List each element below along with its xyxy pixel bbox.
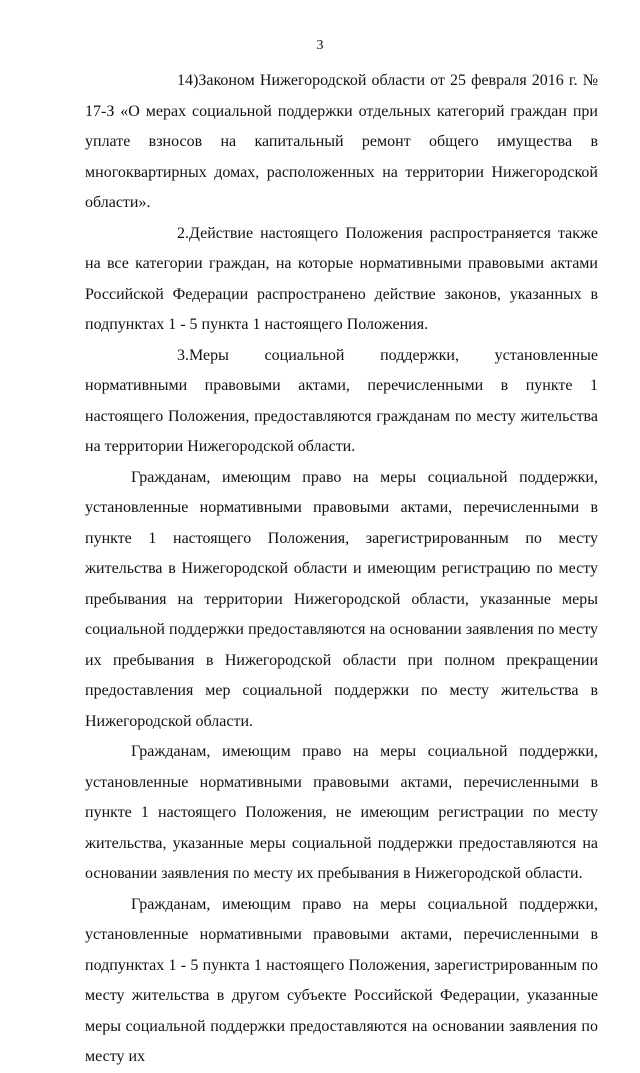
paragraph-number: 14) — [177, 72, 199, 89]
document-body — [85, 66, 598, 1073]
paragraph-text: Гражданам, имеющим право на меры социальной поддержки, установленные нормативными правовыми актами, перечисленными в пункте 1 настоящего Положения, зарегистрированным по месту жительства в Нижегородской области и имеющим регистрацию по месту пребывания на территории Нижегородской области, указанные меры социальной поддержки предоставляются на основании заявления по месту их пребывания в Нижегородской области при полном прекращении предоставления мер социальной поддержки по месту жительства в Нижегородской области. — [85, 468, 598, 730]
paragraph-text: Гражданам, имеющим право на меры социальной поддержки, установленные нормативными правовыми актами, перечисленными в подпунктах 1 - 5 пункта 1 настоящего Положения, зарегистрированным по месту жительства в другом субъекте Российской Федерации, указанные меры социальной поддержки предоставляются на основании заявления по месту их — [85, 895, 598, 1065]
paragraph-residents-with-stay-registration — [85, 463, 598, 738]
paragraph-clause-2 — [85, 219, 598, 341]
paragraph-text: Меры социальной поддержки, установленные нормативными правовыми актами, перечисленными в пункте 1 настоящего Положения, предоставляются гражданам по месту жительства на территории Нижегородской области. — [85, 346, 598, 455]
paragraph-number: 3. — [177, 346, 189, 364]
paragraph-other-region-residents — [85, 890, 598, 1073]
paragraph-without-residence-registration — [85, 737, 598, 890]
paragraph-text: Гражданам, имеющим право на меры социальной поддержки, установленные нормативными правовыми актами, перечисленными в пункте 1 настоящего Положения, не имеющим регистрации по месту жительства, указанные меры социальной поддержки предоставляются на основании заявления по месту их пребывания в Нижегородской области. — [85, 743, 598, 882]
paragraph-number: 2. — [177, 224, 189, 242]
paragraph-text: Действие настоящего Положения распространяется также на все категории граждан, на которые нормативными правовыми актами Российской Федерации распространено действие законов, указанных в подпунктах 1 - 5 пункта 1 настоящего Положения. — [85, 224, 598, 333]
paragraph-text: Законом Нижегородской области от 25 февраля 2016 г. № 17-З «О мерах социальной поддержки отдельных категорий граждан при уплате взносов на капитальный ремонт общего имущества в многоквартирных домах, расположенных на территории Нижегородской области». — [85, 72, 598, 211]
page-number: 3 — [316, 38, 324, 53]
paragraph-clause-3 — [85, 341, 598, 463]
paragraph-item-14 — [85, 66, 598, 219]
